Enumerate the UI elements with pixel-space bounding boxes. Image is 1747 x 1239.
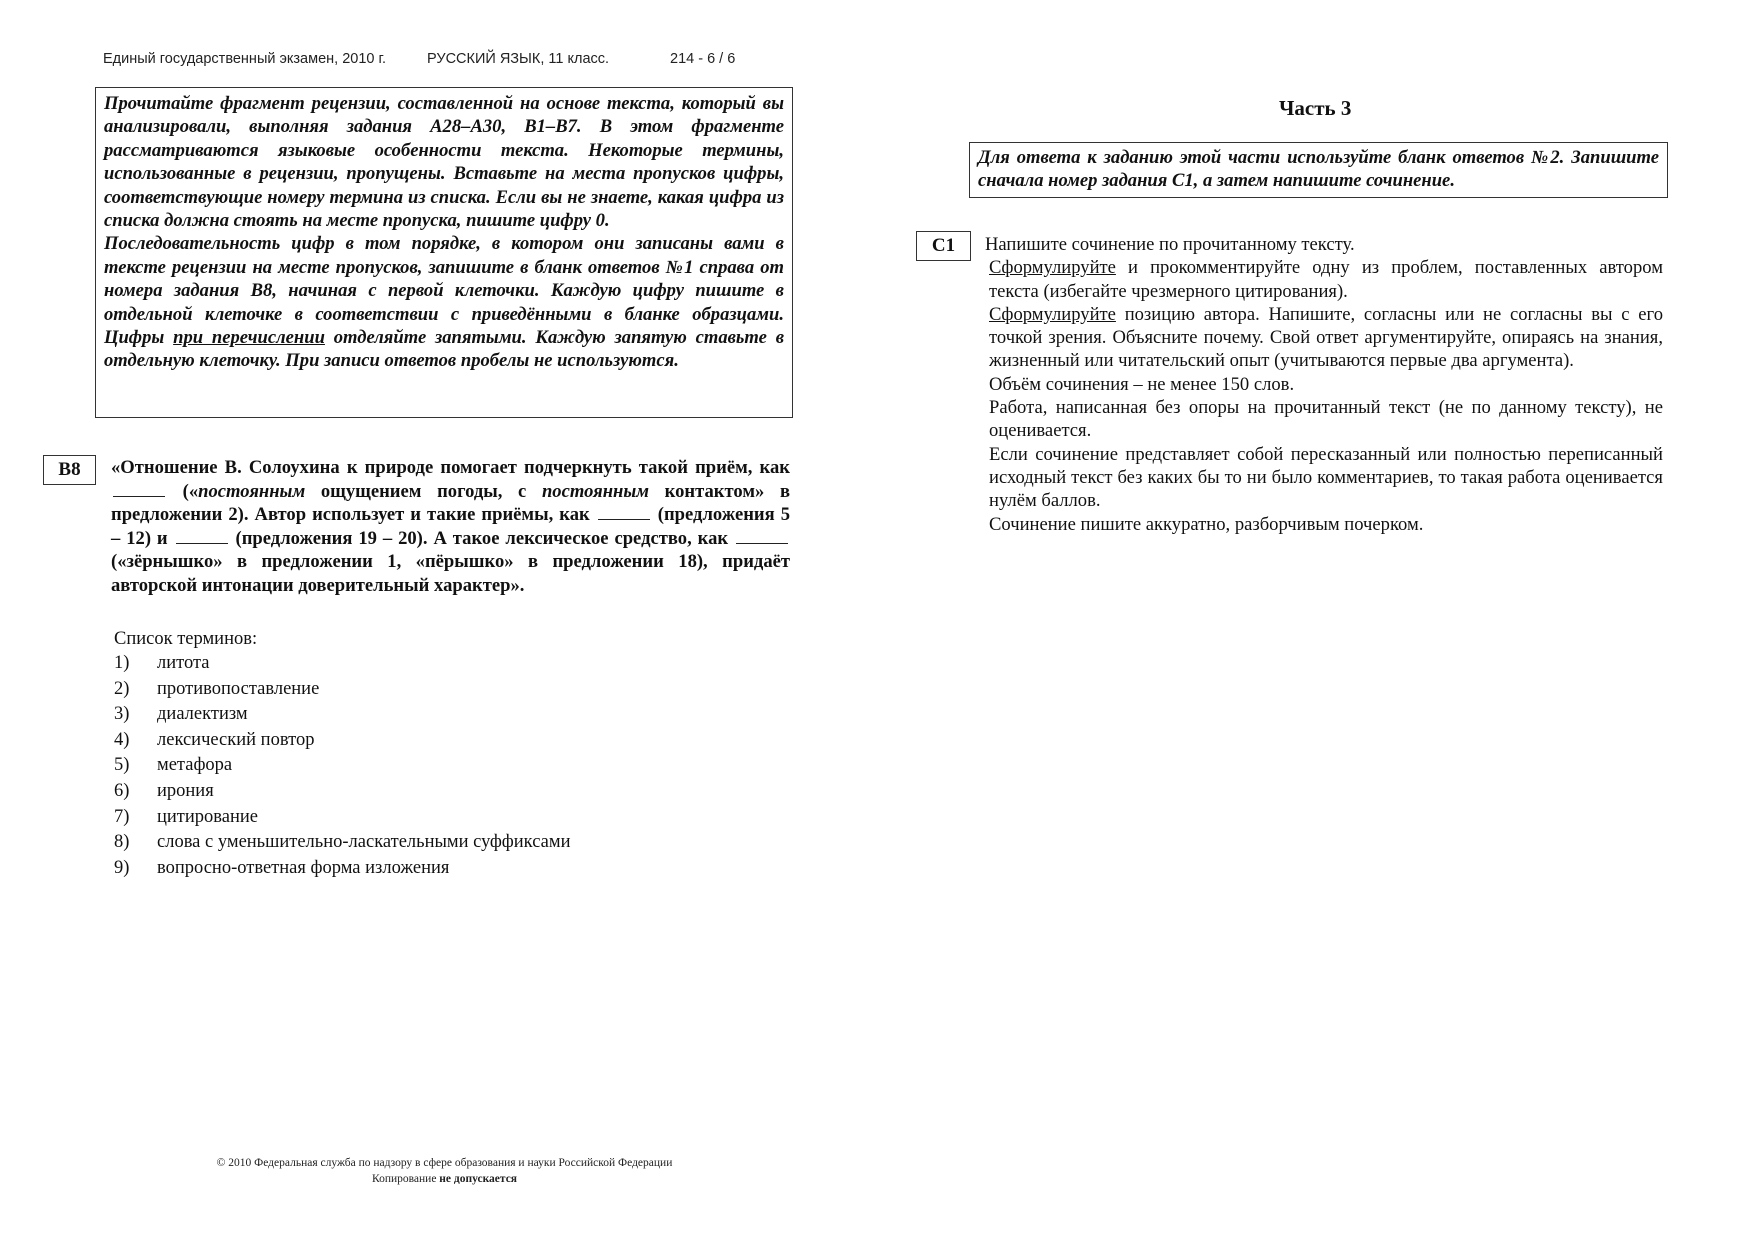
list-item: 7) цитирование [114,806,259,827]
underlined-phrase: при перечислении [173,327,325,349]
c1-paragraph: Сочинение пишите аккуратно, разборчивым почерком. [989,513,1424,535]
footer-copyright: © 2010 Федеральная служба по надзору в сфере образования и науки Российской Федерации [216,1157,673,1169]
list-item: 5) метафора [114,755,233,776]
page-number: 214 - 6 / 6 [670,51,736,67]
subject-title: РУССКИЙ ЯЗЫК, 11 класс. [427,51,610,67]
blank-1 [113,482,165,497]
task-c1-text [985,233,1663,536]
terms-list [114,651,570,881]
c1-paragraph: Если сочинение представляет собой пересказанный или полностью переписанный исходный текст без каких бы то ни было комментариев, то такая работа оценивается нулём баллов. [989,443,1663,512]
page-footer [0,1155,889,1187]
list-item: 6) ирония [114,780,214,801]
terms-list-title: Список терминов: [114,629,258,649]
c1-paragraph: Сформулируйте позицию автора. Напишите, согласны или не согласны вы с его точкой зрения. Объясните почему. Свой ответ аргументируйте, опираясь на знания, жизненный или читательский опыт (учитываются первые два аргумента). [989,303,1663,372]
list-item: 1) литота [114,653,210,673]
c1-paragraph: Напишите сочинение по прочитанному тексту. [985,234,1355,255]
c1-paragraph: Объём сочинения – не менее 150 слов. [989,373,1295,395]
b8-instruction-box [95,87,793,418]
blank-3 [176,529,228,544]
blank-2 [598,505,650,520]
task-label-c1: С1 [916,231,971,261]
c1-paragraph: Работа, написанная без опоры на прочитанный текст (не по данному тексту), не оценивается. [989,397,1663,442]
list-item: 2) противопоставление [114,678,320,699]
list-item: 4) лексический повтор [114,729,315,750]
c1-paragraph: Сформулируйте и прокомментируйте одну из проблем, поставленных автором текста (избегайте чрезмерного цитирования). [989,257,1663,302]
task-label-b8: В8 [43,455,96,485]
task-b8-text: «Отношение В. Солоухина к природе помогает подчеркнуть такой приём, как («постоянным ощущением погоды, с постоянным контактом» в предложении 2). Автор использует и такие приёмы, как (предложения 5 – 12) и (предложения 19 – 20). А такое лексическое средство, как («зёрнышко» в предложении 1, «пёрышко» в предложении 18), придаёт авторской интонации доверительный характер». [111,457,790,596]
instruction-paragraph-2: Последовательность цифр в том порядке, в котором они записаны вами в тексте рецензии на месте пропусков, запишите в бланк ответов №1 справа от номера задания В8, начиная с первой клеточки. Каждую цифру пишите в отдельной клеточке в соответствии с приведёнными в бланке образцами. Цифры при перечислении отделяйте запятыми. Каждую запятую ставьте в отдельную клеточку. При записи ответов пробелы не используются. [104,233,784,372]
c1-instruction-box: Для ответа к заданию этой части используйте бланк ответов №2. Запишите сначала номер задания С1, а затем напишите сочинение. [969,142,1668,198]
list-item: 8) слова с уменьшительно-ласкательными суффиксами [114,832,571,853]
exam-title: Единый государственный экзамен, 2010 г. [103,51,387,67]
instruction-paragraph-1: Прочитайте фрагмент рецензии, составленной на основе текста, который вы анализировали, выполняя задания А28–А30, В1–В7. В этом фрагменте рассматриваются языковые особенности текста. Некоторые термины, использованные в рецензии, пропущены. Вставьте на места пропусков цифры, соответствующие номеру термина из списка. Если вы не знаете, какая цифра из списка должна стоять на месте пропуска, пишите цифру 0. [104,93,784,232]
list-item: 9) вопросно-ответная форма изложения [114,857,450,878]
list-item: 3) диалектизм [114,704,248,725]
footer-copy-notice: Копирование не допускается [371,1173,518,1185]
blank-4 [736,529,788,544]
part-title: Часть 3 [1279,96,1352,120]
